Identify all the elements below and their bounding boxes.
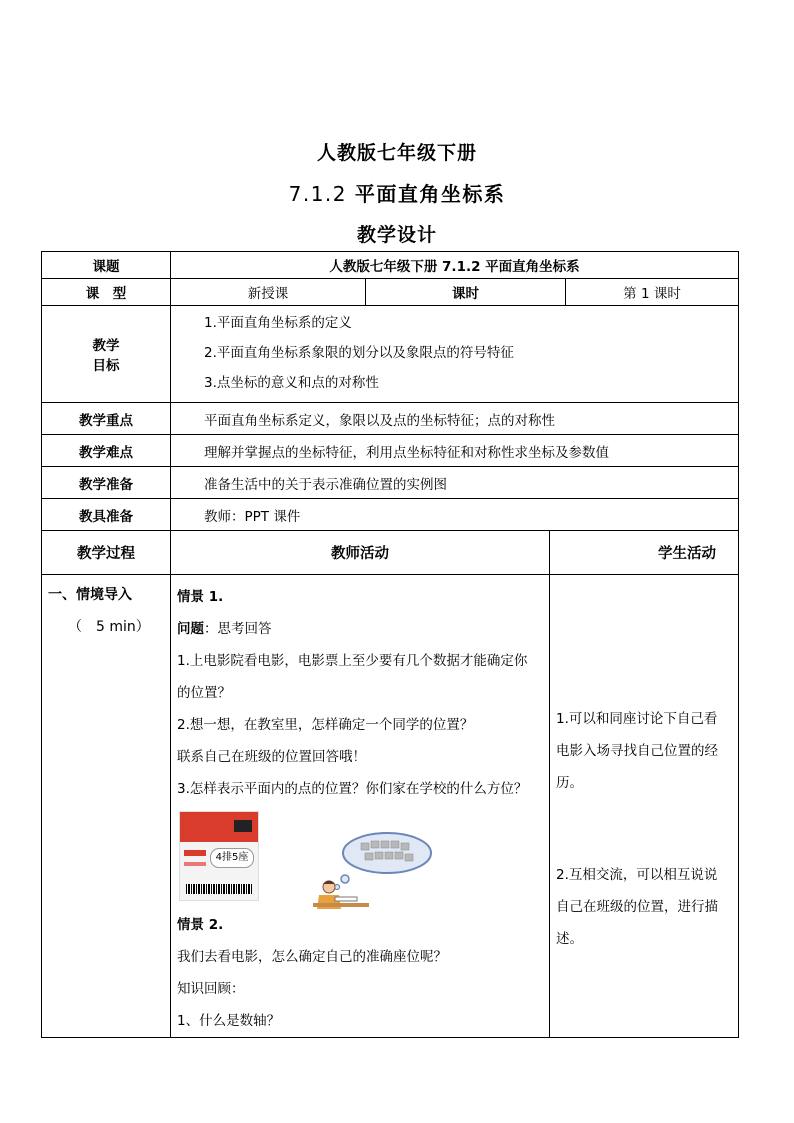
- table-row: [42, 575, 739, 1038]
- tools-label: 教具准备: [42, 499, 171, 531]
- question-line: [177, 613, 543, 645]
- movie-ticket-image: [179, 811, 259, 901]
- table-row: [42, 403, 739, 435]
- table-row: [42, 435, 739, 467]
- question-item: 的位置？: [177, 685, 231, 701]
- teacher-label: 教师活动: [171, 531, 550, 575]
- teacher-activity: [171, 575, 550, 1038]
- difficulty-value: 理解并掌握点的坐标特征，利用点坐标特征和对称性求坐标及参数值: [171, 435, 739, 467]
- table-row: [42, 467, 739, 499]
- table-row: [42, 306, 739, 403]
- goal-item: 3.点坐标的意义和点的对称性: [204, 375, 379, 391]
- table-row: [42, 499, 739, 531]
- student-thinking-image: [309, 829, 437, 909]
- question-item: 联系自己在班级的位置回答哦！: [177, 749, 366, 765]
- scene-text: 1、什么是数轴？: [177, 1013, 281, 1029]
- goals-list: [171, 306, 739, 403]
- document-heading: 教学设计: [356, 224, 437, 246]
- difficulty-label: 教学难点: [42, 435, 171, 467]
- section-time: （ 5 min）: [68, 619, 150, 635]
- topic-value: 人教版七年级下册 7.1.2 平面直角坐标系: [171, 252, 739, 279]
- student-text: 1.可以和同座讨论下自己看: [556, 711, 718, 727]
- illustrations: [177, 809, 543, 905]
- scene-title: 情景 1.: [177, 589, 224, 605]
- lesson-plan-table: [41, 251, 739, 1038]
- section-cell: [42, 575, 171, 1038]
- prep-value: 准备生活中的关于表示准确位置的实例图: [171, 467, 739, 499]
- student-text: 2.互相交流，可以相互说说: [556, 867, 718, 883]
- student-text: 自己在班级的位置，进行描: [556, 899, 718, 915]
- question-text: ：思考回答: [204, 621, 272, 637]
- period-label: 课时: [366, 279, 566, 306]
- goals-label-line: 教学: [92, 338, 120, 354]
- student-text: 历。: [556, 775, 583, 791]
- lesson-name: 平面直角坐标系: [354, 182, 506, 206]
- period-value: 第 1 课时: [566, 279, 739, 306]
- student-text: 电影入场寻找自己位置的经: [556, 743, 718, 759]
- goal-item: 2.平面直角坐标系象限的划分以及象限点的符号特征: [204, 345, 514, 361]
- goals-label: [42, 306, 171, 403]
- document-title: 人教版七年级下册: [316, 142, 477, 164]
- type-value: 新授课: [171, 279, 366, 306]
- question-prefix: 问题: [177, 621, 204, 637]
- key-label: 教学重点: [42, 403, 171, 435]
- topic-label: 课题: [42, 252, 171, 279]
- table-row: [42, 531, 739, 575]
- scene-title: 情景 2.: [177, 917, 224, 933]
- prep-label: 教学准备: [42, 467, 171, 499]
- type-label: 课 型: [42, 279, 171, 306]
- question-item: 2.想一想，在教室里，怎样确定一个同学的位置？: [177, 717, 474, 733]
- tools-value: 教师：PPT 课件: [171, 499, 739, 531]
- question-item: 3.怎样表示平面内的点的位置？你们家在学校的什么方位？: [177, 781, 528, 797]
- table-row: [42, 252, 739, 279]
- ticket-seat: 4排5座: [210, 848, 254, 868]
- student-activity: [550, 575, 739, 1038]
- document-subtitle: [0, 178, 794, 207]
- goal-item: 1.平面直角坐标系的定义: [204, 315, 352, 331]
- key-value: 平面直角坐标系定义，象限以及点的坐标特征；点的对称性: [171, 403, 739, 435]
- question-item: 1.上电影院看电影，电影票上至少要有几个数据才能确定你: [177, 653, 528, 669]
- process-label: 教学过程: [42, 531, 171, 575]
- scene-text: 知识回顾：: [177, 981, 245, 997]
- student-label: 学生活动: [550, 531, 739, 575]
- barcode-icon: [186, 884, 252, 894]
- scene-text: 我们去看电影，怎么确定自己的准确座位呢？: [177, 949, 447, 965]
- student-text: 述。: [556, 931, 583, 947]
- goals-label-line: 目标: [92, 358, 120, 374]
- lesson-number: 7.1.2: [288, 182, 348, 206]
- table-row: [42, 279, 739, 306]
- section-title: 一、情境导入: [48, 587, 132, 603]
